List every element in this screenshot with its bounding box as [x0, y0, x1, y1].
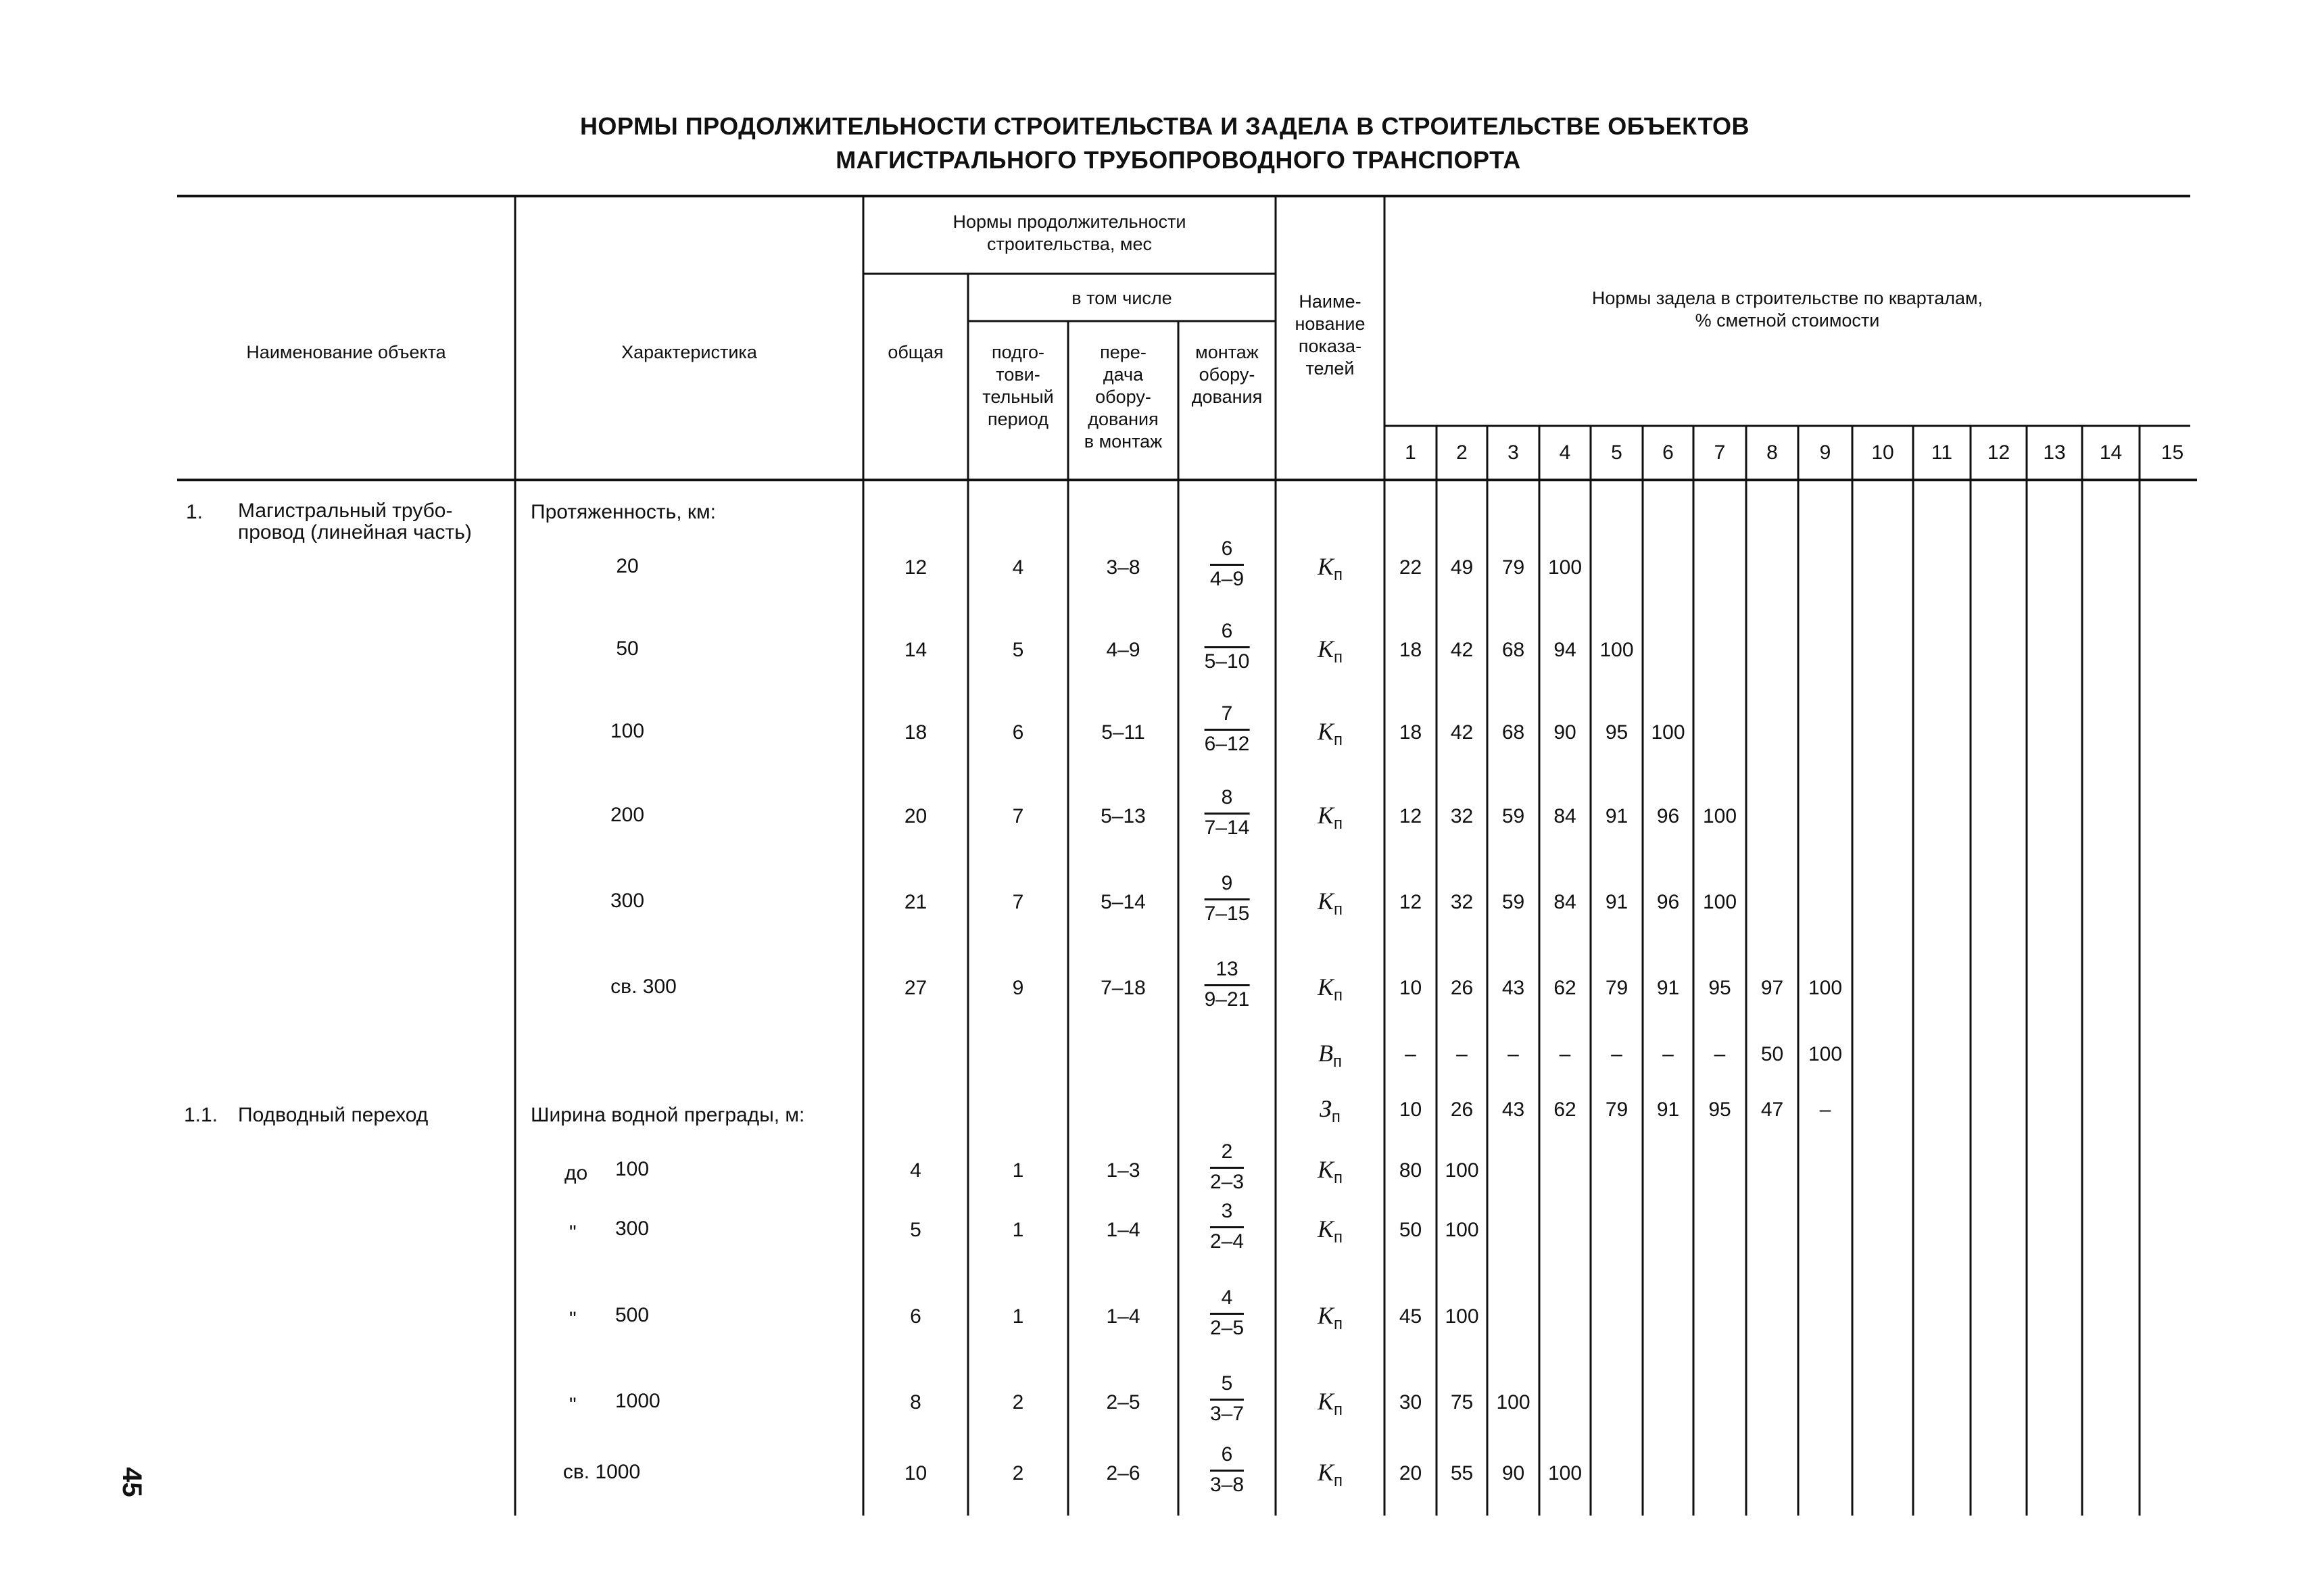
quarter-header: 6: [1662, 441, 1674, 464]
installation-numerator: 5: [1210, 1373, 1244, 1401]
row-indicator: [1318, 635, 1343, 671]
row-total-duration: 5: [910, 1219, 921, 1241]
header-object-name: Наименование объекта: [246, 342, 446, 362]
quarter-value: 79: [1501, 556, 1525, 579]
page-number: 45: [116, 1467, 147, 1497]
indicator-subscript: п: [1333, 1472, 1343, 1491]
quarter-header: 14: [2099, 441, 2123, 464]
row-installation-fraction: [1205, 959, 1250, 1011]
indicator-subscript: п: [1333, 986, 1343, 1005]
installation-numerator: 4: [1210, 1287, 1244, 1315]
quarter-value: 43: [1501, 977, 1525, 999]
row-handover-period: 4–9: [1106, 639, 1140, 661]
row-preparatory-period: 2: [1012, 1391, 1024, 1413]
quarter-header: 15: [2161, 441, 2184, 464]
indicator-subscript: п: [1331, 1108, 1341, 1127]
row-characteristic: 300: [610, 890, 645, 912]
quarter-value: 100: [1599, 639, 1634, 661]
quarter-value: 91: [1656, 977, 1680, 999]
row-installation-fraction: [1210, 1141, 1244, 1193]
quarter-value: 32: [1450, 805, 1474, 827]
quarter-value: 91: [1605, 891, 1629, 913]
quarter-value: –: [1507, 1043, 1519, 1065]
quarter-header: 8: [1766, 441, 1778, 464]
indicator-subscript: п: [1333, 815, 1343, 833]
row-installation-fraction: [1205, 787, 1250, 839]
header-installation: монтаж обору- дования: [1191, 342, 1263, 407]
section-name: Подводный переход: [238, 1104, 429, 1126]
row-characteristic: св. 300: [610, 975, 677, 998]
row-indicator: [1318, 553, 1343, 589]
header-backlog-norms: Нормы задела в строительстве по кварталам, % сметной стоимости: [1591, 288, 1983, 331]
row-total-duration: 6: [910, 1305, 921, 1328]
section-number: 1.: [186, 501, 203, 523]
indicator-subscript: п: [1333, 1401, 1343, 1420]
quarter-header: 1: [1405, 441, 1416, 464]
quarter-value: 32: [1450, 891, 1474, 913]
installation-numerator: 7: [1205, 703, 1250, 731]
row-characteristic: св. 1000: [562, 1461, 641, 1483]
row-indicator: [1318, 1302, 1343, 1338]
quarter-value: 75: [1450, 1391, 1474, 1413]
quarter-value: –: [1559, 1043, 1571, 1065]
row-indicator: [1320, 1095, 1341, 1131]
quarter-value: 50: [1399, 1219, 1422, 1241]
header-preparatory: подго- тови- тельный период: [982, 342, 1054, 429]
quarter-value: 91: [1605, 805, 1629, 827]
row-installation-fraction: [1210, 1373, 1244, 1425]
row-handover-period: 3–8: [1106, 556, 1140, 579]
row-indicator: [1318, 1459, 1343, 1495]
quarter-value: 68: [1501, 639, 1525, 661]
quarter-value: –: [1662, 1043, 1674, 1065]
row-characteristic: 500: [615, 1304, 650, 1326]
quarter-value: 45: [1399, 1305, 1422, 1328]
quarter-header: 13: [2043, 441, 2066, 464]
indicator-letter: К: [1318, 973, 1334, 1000]
quarter-value: 84: [1553, 805, 1576, 827]
installation-denominator: 5–10: [1204, 650, 1250, 673]
row-preparatory-period: 2: [1012, 1462, 1024, 1484]
quarter-value: –: [1714, 1043, 1726, 1065]
row-indicator: [1318, 1040, 1342, 1075]
quarter-value: 10: [1399, 1098, 1422, 1121]
row-installation-fraction: [1205, 703, 1250, 755]
row-total-duration: 18: [904, 721, 927, 744]
row-preparatory-period: 1: [1012, 1219, 1024, 1241]
quarter-value: 100: [1445, 1219, 1479, 1241]
indicator-letter: З: [1320, 1095, 1332, 1122]
quarter-value: 50: [1760, 1043, 1784, 1065]
quarter-value: 100: [1547, 1462, 1583, 1484]
installation-denominator: 3–8: [1209, 1474, 1245, 1496]
row-indicator: [1318, 888, 1343, 923]
quarter-value: 100: [1547, 556, 1583, 579]
quarter-value: 100: [1808, 1043, 1843, 1065]
quarter-value: 43: [1501, 1098, 1525, 1121]
indicator-letter: К: [1318, 1215, 1334, 1242]
indicator-letter: К: [1318, 802, 1334, 829]
quarter-value: 96: [1656, 805, 1680, 827]
indicator-letter: К: [1318, 1302, 1334, 1329]
quarter-value: 100: [1496, 1391, 1530, 1413]
row-preparatory-period: 1: [1012, 1159, 1024, 1182]
quarter-value: 59: [1501, 805, 1525, 827]
indicator-subscript: п: [1333, 566, 1343, 585]
indicator-letter: К: [1318, 635, 1334, 662]
quarter-value: 42: [1450, 721, 1474, 744]
row-handover-period: 2–5: [1106, 1391, 1140, 1413]
quarter-value: 59: [1501, 891, 1525, 913]
installation-numerator: 2: [1210, 1141, 1244, 1169]
indicator-letter: К: [1318, 888, 1334, 915]
row-total-duration: 12: [904, 556, 927, 579]
quarter-value: 68: [1501, 721, 1525, 744]
indicator-subscript: п: [1333, 1053, 1342, 1071]
quarter-value: 95: [1708, 1098, 1731, 1121]
quarter-value: 84: [1553, 891, 1576, 913]
header-indicator-name: Наиме- нование показа- телей: [1295, 291, 1366, 379]
quarter-value: 62: [1553, 977, 1576, 999]
row-handover-period: 7–18: [1101, 977, 1146, 999]
installation-denominator: 7–14: [1204, 817, 1250, 839]
installation-denominator: 2–3: [1209, 1171, 1245, 1193]
installation-denominator: 9–21: [1204, 988, 1250, 1011]
quarter-value: 26: [1450, 1098, 1474, 1121]
quarter-value: 95: [1605, 721, 1629, 744]
indicator-subscript: п: [1333, 1315, 1343, 1334]
row-handover-period: 1–4: [1106, 1219, 1140, 1241]
installation-numerator: 13: [1205, 959, 1250, 986]
indicator-letter: К: [1318, 1388, 1334, 1415]
row-handover-period: 5–11: [1101, 721, 1145, 744]
row-indicator: [1318, 973, 1343, 1009]
installation-numerator: 6: [1205, 621, 1250, 648]
header-total: общая: [888, 342, 944, 362]
row-characteristic-prefix: ": [569, 1308, 577, 1330]
quarter-value: 96: [1656, 891, 1680, 913]
quarter-value: 12: [1399, 891, 1422, 913]
quarter-value: 55: [1450, 1462, 1474, 1484]
quarter-value: 100: [1445, 1305, 1479, 1328]
indicator-subscript: п: [1333, 648, 1343, 667]
row-total-duration: 27: [904, 977, 927, 999]
installation-denominator: 2–5: [1209, 1317, 1245, 1339]
installation-denominator: 2–4: [1209, 1230, 1245, 1253]
section-number: 1.1.: [184, 1104, 218, 1126]
indicator-letter: К: [1318, 1459, 1334, 1486]
quarter-value: 90: [1501, 1462, 1525, 1484]
header-handover: пере- дача обору- дования в монтаж: [1084, 342, 1163, 452]
quarter-value: 100: [1651, 721, 1685, 744]
indicator-letter: К: [1318, 1156, 1334, 1183]
row-indicator: [1318, 1215, 1343, 1251]
quarter-value: 100: [1808, 977, 1843, 999]
quarter-value: 90: [1553, 721, 1576, 744]
row-handover-period: 1–4: [1106, 1305, 1140, 1328]
indicator-subscript: п: [1333, 1228, 1343, 1247]
row-characteristic: 1000: [615, 1390, 660, 1412]
quarter-header: 2: [1456, 441, 1468, 464]
row-indicator: [1318, 1156, 1343, 1192]
row-total-duration: 4: [910, 1159, 921, 1182]
section-name: Магистральный трубо- провод (линейная часть): [238, 500, 472, 543]
row-preparatory-period: 7: [1012, 805, 1024, 827]
row-preparatory-period: 6: [1012, 721, 1024, 744]
row-characteristic-prefix: до: [564, 1162, 588, 1184]
row-characteristic: 50: [616, 637, 639, 660]
row-installation-fraction: [1210, 1444, 1244, 1496]
quarter-header: 3: [1507, 441, 1519, 464]
indicator-letter: К: [1318, 718, 1334, 745]
quarter-value: 47: [1760, 1098, 1784, 1121]
row-characteristic: 100: [610, 720, 645, 742]
row-preparatory-period: 4: [1012, 556, 1024, 579]
quarter-value: 62: [1553, 1098, 1576, 1121]
row-handover-period: 5–13: [1101, 805, 1146, 827]
row-preparatory-period: 5: [1012, 639, 1024, 661]
installation-numerator: 9: [1205, 873, 1250, 900]
quarter-value: 26: [1450, 977, 1474, 999]
row-total-duration: 10: [904, 1462, 927, 1484]
row-handover-period: 1–3: [1106, 1159, 1140, 1182]
indicator-letter: В: [1318, 1040, 1333, 1067]
row-characteristic-prefix: ": [569, 1394, 577, 1416]
quarter-value: 100: [1445, 1159, 1479, 1182]
row-characteristic: 300: [615, 1217, 650, 1240]
indicator-subscript: п: [1333, 731, 1343, 750]
row-indicator: [1318, 718, 1343, 754]
quarter-value: 79: [1605, 1098, 1629, 1121]
quarter-header: 7: [1714, 441, 1726, 464]
installation-numerator: 8: [1205, 787, 1250, 815]
quarter-value: 22: [1399, 556, 1422, 579]
quarter-value: –: [1819, 1098, 1831, 1121]
installation-denominator: 7–15: [1204, 902, 1250, 925]
row-indicator: [1318, 802, 1343, 838]
quarter-value: 95: [1708, 977, 1731, 999]
row-total-duration: 21: [904, 891, 927, 913]
row-installation-fraction: [1205, 873, 1250, 925]
quarter-value: 97: [1760, 977, 1784, 999]
row-characteristic: 20: [616, 555, 639, 577]
row-total-duration: 14: [904, 639, 927, 661]
row-handover-period: 5–14: [1101, 891, 1146, 913]
quarter-header: 5: [1611, 441, 1622, 464]
installation-denominator: 4–9: [1209, 568, 1245, 590]
quarter-value: 91: [1656, 1098, 1680, 1121]
row-total-duration: 8: [910, 1391, 921, 1413]
row-preparatory-period: 1: [1012, 1305, 1024, 1328]
quarter-value: 10: [1399, 977, 1422, 999]
title-line-2: МАГИСТРАЛЬНОГО ТРУБОПРОВОДНОГО ТРАНСПОРТА: [836, 146, 1521, 174]
installation-denominator: 3–7: [1209, 1403, 1245, 1425]
row-characteristic: 100: [615, 1158, 650, 1180]
quarter-header: 12: [1987, 441, 2010, 464]
header-duration-norms: Нормы продолжительности строительства, мес: [952, 212, 1186, 254]
quarter-value: 42: [1450, 639, 1474, 661]
row-installation-fraction: [1210, 538, 1244, 590]
row-handover-period: 2–6: [1106, 1462, 1140, 1484]
row-preparatory-period: 7: [1012, 891, 1024, 913]
installation-numerator: 6: [1210, 1444, 1244, 1472]
quarter-value: 80: [1399, 1159, 1422, 1182]
quarter-value: 100: [1702, 891, 1737, 913]
section-characteristic: Протяженность, км:: [531, 501, 716, 523]
quarter-header: 9: [1819, 441, 1831, 464]
title-line-1: НОРМЫ ПРОДОЛЖИТЕЛЬНОСТИ СТРОИТЕЛЬСТВА И ЗАДЕЛА В СТРОИТЕЛЬСТВЕ ОБЪЕКТОВ: [579, 112, 1750, 140]
quarter-value: –: [1611, 1043, 1622, 1065]
indicator-letter: К: [1318, 553, 1334, 580]
row-preparatory-period: 9: [1012, 977, 1024, 999]
quarter-value: 100: [1702, 805, 1737, 827]
row-characteristic: 200: [610, 804, 645, 826]
indicator-subscript: п: [1333, 1169, 1343, 1188]
row-installation-fraction: [1205, 621, 1250, 673]
row-total-duration: 20: [904, 805, 927, 827]
quarter-value: 79: [1605, 977, 1629, 999]
section-characteristic: Ширина водной преграды, м:: [531, 1104, 805, 1126]
quarter-value: –: [1456, 1043, 1468, 1065]
row-installation-fraction: [1210, 1201, 1244, 1253]
installation-numerator: 3: [1210, 1201, 1244, 1228]
installation-numerator: 6: [1210, 538, 1244, 566]
quarter-value: 94: [1553, 639, 1576, 661]
quarter-value: 18: [1399, 639, 1422, 661]
quarter-header: 10: [1871, 441, 1894, 464]
header-including: в том числе: [1071, 288, 1172, 308]
quarter-value: –: [1405, 1043, 1416, 1065]
quarter-value: 49: [1450, 556, 1474, 579]
quarter-value: 18: [1399, 721, 1422, 744]
installation-denominator: 6–12: [1204, 733, 1250, 755]
quarter-value: 30: [1399, 1391, 1422, 1413]
quarter-header: 11: [1931, 441, 1953, 464]
quarter-header: 4: [1559, 441, 1571, 464]
quarter-value: 12: [1399, 805, 1422, 827]
row-characteristic-prefix: ": [569, 1222, 577, 1244]
header-characteristic: Характеристика: [621, 342, 757, 362]
indicator-subscript: п: [1333, 900, 1343, 919]
quarter-value: 20: [1399, 1462, 1422, 1484]
row-installation-fraction: [1210, 1287, 1244, 1339]
row-indicator: [1318, 1388, 1343, 1424]
